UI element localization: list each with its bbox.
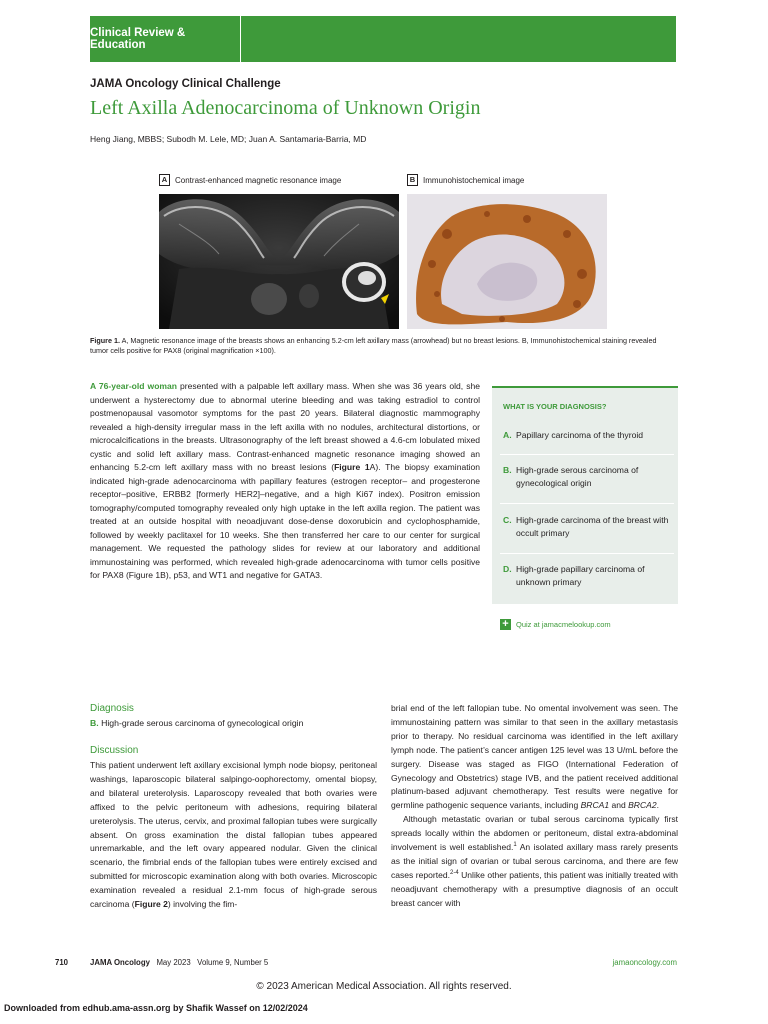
reference-1[interactable]: 1	[513, 842, 517, 849]
mri-image	[159, 194, 399, 329]
gene-brca1: BRCA1	[580, 800, 610, 811]
author-list: Heng Jiang, MBBS; Subodh M. Lele, MD; Juan A. Santamaria-Barria, MD	[90, 134, 367, 144]
quiz-option-c[interactable]	[503, 514, 671, 540]
option-text: High-grade carcinoma of the breast with occult primary	[516, 515, 669, 538]
section-banner	[90, 16, 676, 62]
quiz-option-a[interactable]	[503, 429, 671, 442]
discussion-text: brial end of the left fallopian tube. No omental involvement was seen. The immunostaining pattern was similar to that seen in the axillary metastasis prior to therapy. No residual carcinoma was identified in the left axillary lymph node. The patient’s cancer antigen 125 level was 13 U/mL before the surgery. Disease was staged as FIGO (International Federation of Gynecology and Obstetrics) stage IVB, and the patient received additional platinum-based adjuvant chemotherapy. Test results were negative for germline pathogenic sequence variants, including	[391, 703, 678, 811]
diagnosis-letter: B.	[90, 718, 99, 728]
journal-url[interactable]: jamaoncology.com	[612, 958, 677, 967]
case-lead: A 76-year-old woman	[90, 381, 177, 391]
ihc-image	[407, 194, 607, 329]
download-notice: Downloaded from edhub.ama-assn.org by Shafik Wassef on 12/02/2024	[4, 1003, 308, 1013]
discussion-paragraph-1-cont	[391, 702, 678, 813]
diagnosis-heading: Diagnosis	[90, 703, 134, 714]
copyright-notice: © 2023 American Medical Association. All rights reserved.	[256, 981, 512, 992]
figure-2-link[interactable]: Figure 2	[134, 899, 168, 910]
quiz-option-d[interactable]	[503, 563, 671, 589]
quiz-option-b[interactable]	[503, 464, 671, 490]
quiz-title: WHAT IS YOUR DIAGNOSIS?	[503, 402, 607, 411]
left-column	[90, 702, 377, 912]
panel-a-label	[159, 174, 341, 186]
discussion-paragraph-2	[391, 813, 678, 910]
case-text-1: presented with a palpable left axillary mass. When she was 36 years old, she underwent a hysterectomy due to abnormal uterine bleeding and was taking estradiol to control postmenopausal vasomotor symptoms for the past 20 years. Bilateral diagnostic mammography revealed a high-density irregular mass in the left axilla with no nodules, architectural distortions, or microcalcifications in the breasts. Ultrasonography of the left breast showed a 4.6-cm lobulated mixed cystic and solid left axillary mass. Contrast-enhanced magnetic resonance imaging showed an enhancing 5.2-cm left axillary mass with no breast lesions (	[90, 381, 480, 472]
quiz-link[interactable]	[500, 619, 611, 630]
option-letter: C.	[503, 515, 512, 525]
page-footer	[55, 958, 677, 972]
figure-caption	[90, 336, 676, 356]
caption-lead: Figure 1.	[90, 336, 120, 345]
case-text-2: A). The biopsy examination indicated high-grade adenocarcinoma with papillary features (estrogen receptor– and progesterone receptor–positive, ERBB2 [formerly HER2]–negative, and a high Ki67 index). Positron emission tomography/computed tomography revealed only high uptake in the left axilla region. The patient was treated at an outside hospital with neoadjuvant dose-dense doxorubicin and cyclophosphamide, followed by weekly paclitaxel for 10 weeks. She then transferred her care to our center for surgical management. We requested the pathology slides for review at our laboratory and additional immunostaining was performed, which revealed high-grade adenocarcinoma with tumor cells positive for PAX8 (Figure 1B), p53, and WT1 and negative for GATA3.	[90, 462, 480, 580]
panel-a-letter: A	[159, 174, 170, 186]
discussion-heading: Discussion	[90, 745, 139, 756]
figure-1-link[interactable]: Figure 1	[334, 462, 370, 472]
gene-brca2: BRCA2	[628, 800, 657, 811]
discussion-text: and	[609, 800, 629, 811]
option-letter: A.	[503, 430, 512, 440]
quiz-link-text[interactable]: Quiz at jamacmelookup.com	[516, 620, 611, 629]
discussion-text: ) involving the fim-	[167, 899, 238, 910]
caption-text: A, Magnetic resonance image of the breasts shows an enhancing 5.2-cm left axillary mass (arrowhead) but no breast lesions. B, Immunohistochemical staining revealed tumor cells positive for PAX8 (original magnification ×100).	[90, 336, 657, 355]
discussion-text: Although metastatic ovarian or tubal serous carcinoma typically first spreads locally within the abdomen or peritoneum, distal extra-abdominal involvement is well established.	[391, 814, 678, 853]
journal-name: JAMA Oncology	[90, 958, 150, 967]
issue-info: May 2023 Volume 9, Number 5	[156, 958, 269, 967]
diagnosis-text: High-grade serous carcinoma of gynecological origin	[98, 718, 304, 728]
quiz-box	[492, 386, 678, 604]
right-column	[391, 702, 678, 911]
journal-issue	[90, 958, 268, 967]
discussion-text: This patient underwent left axillary excisional lymph node biopsy, peritoneal washings, laparoscopic bilateral salpingo-oophorectomy, omental biopsy, and bilateral ureterolysis. Laparoscopy revealed that both ovaries were affixed to the pelvic peritoneum with adhesions, requiring bilateral ureterolysis. The uterus, cervix, and proximal fallopian tubes were surgically absent. On gross examination the distal fallopian tubes appeared unremarkable, and the left ovary appeared nodular. Given the clinical scenario, the fimbrial ends of the fallopian tubes were entirely excised and submitted for microscopic examination along with both ovaries. Microscopic examination revealed a residual 2.1-mm focus of high-grade serous carcinoma (	[90, 760, 377, 910]
discussion-text: Unlike other patients, this patient was initially treated with neoadjuvant chemotherapy with a presumptive diagnosis of an occult breast cancer with	[391, 869, 678, 908]
quiz-divider	[500, 553, 674, 554]
diagnosis-answer	[90, 717, 377, 730]
reference-2-4[interactable]: 2-4	[450, 870, 459, 877]
discussion-text: .	[656, 800, 659, 811]
case-presentation	[90, 380, 480, 583]
panel-b-title: Immunohistochemical image	[423, 175, 525, 185]
quiz-divider	[500, 503, 674, 504]
article-title: Left Axilla Adenocarcinoma of Unknown Origin	[90, 97, 481, 119]
quiz-divider	[500, 454, 674, 455]
option-text: High-grade serous carcinoma of gynecological origin	[516, 465, 639, 488]
section-label: Clinical Review & Education	[90, 16, 241, 62]
discussion-paragraph-1	[90, 759, 377, 912]
page-number: 710	[55, 958, 69, 967]
panel-a-title: Contrast-enhanced magnetic resonance image	[175, 175, 342, 185]
panel-b-letter: B	[407, 174, 418, 186]
panel-b-label	[407, 174, 524, 186]
option-letter: B.	[503, 465, 512, 475]
option-text: Papillary carcinoma of the thyroid	[516, 430, 644, 440]
discussion-text: An isolated axillary mass rarely presents as the initial sign of ovarian or tubal serous carcinoma, and there are few cases reported.	[391, 842, 678, 880]
option-letter: D.	[503, 564, 512, 574]
plus-icon: +	[500, 619, 511, 630]
series-title: JAMA Oncology Clinical Challenge	[90, 78, 281, 90]
option-text: High-grade papillary carcinoma of unknown primary	[516, 564, 645, 587]
